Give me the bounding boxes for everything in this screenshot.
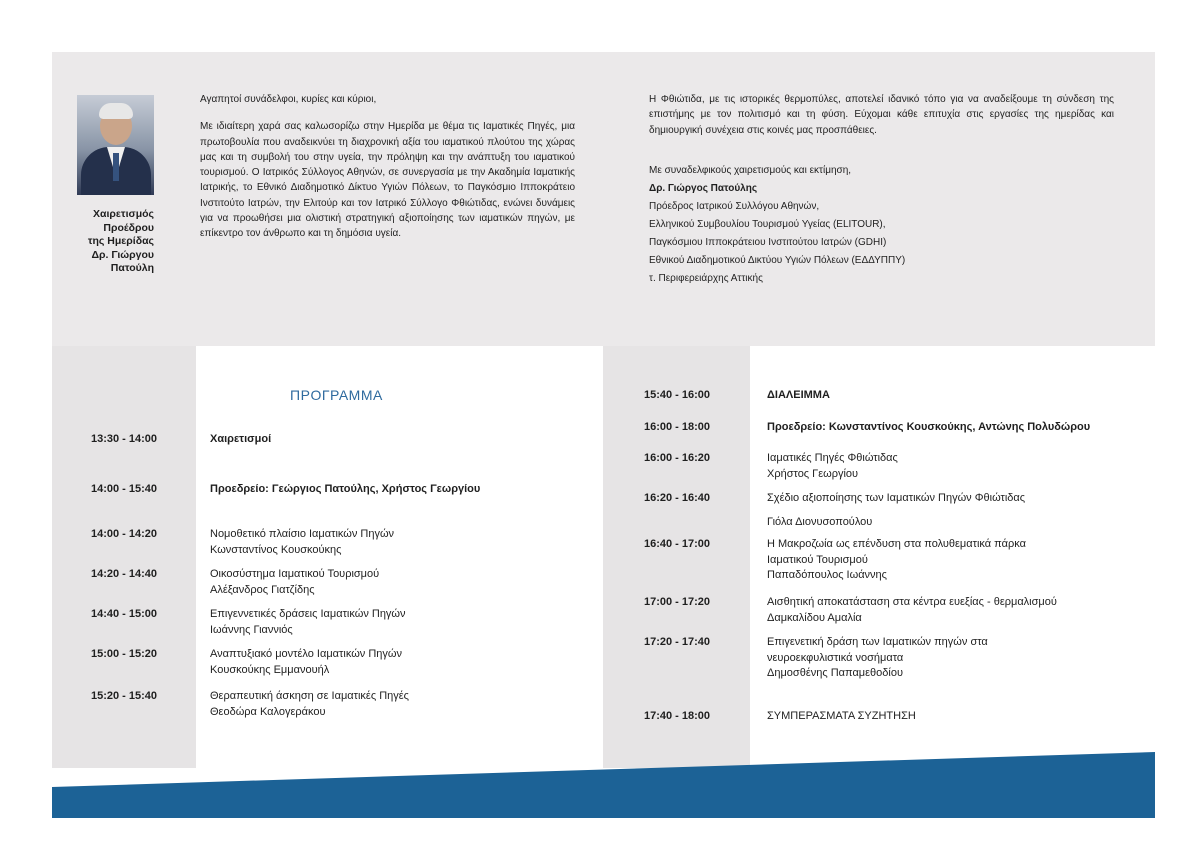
- program-description: [767, 635, 988, 682]
- program-time: 17:20 - 17:40: [643, 636, 711, 648]
- program-description-line: νευροεκφυλιστικά νοσήματα: [767, 651, 904, 664]
- brochure-page: [52, 52, 1155, 818]
- program-description: [210, 689, 409, 720]
- program-description-line: [767, 507, 1025, 515]
- letter-closing: Με συναδελφικούς χαιρετισμούς και εκτίμηση,: [649, 164, 852, 176]
- greeting-section: [52, 52, 1155, 346]
- letter-left-column: [200, 92, 575, 242]
- program-title: ΠΡΟΓΡΑΜΜΑ: [290, 387, 383, 403]
- program-time: 16:00 - 16:20: [643, 452, 711, 464]
- program-description-line: Προεδρείο: Γεώργιος Πατούλης, Χρήστος Γεωργίου: [210, 483, 481, 495]
- program-time: 15:40 - 16:00: [643, 389, 711, 401]
- portrait-caption: [80, 208, 154, 276]
- right-time-column: [603, 346, 750, 768]
- program-description-line: Χαιρετισμοί: [210, 433, 272, 445]
- letter-salutation: Αγαπητοί συνάδελφοι, κυρίες και κύριοι,: [200, 94, 377, 105]
- program-time: 17:00 - 17:20: [643, 596, 711, 608]
- signer-title: τ. Περιφερειάρχης Αττικής: [649, 272, 763, 284]
- program-description-line: Αισθητική αποκατάσταση στα κέντρα ευεξίας - θερμαλισμού: [767, 596, 1057, 608]
- program-description-line: Ιαματικού Τουρισμού: [767, 553, 868, 566]
- program-time: 14:00 - 15:40: [90, 483, 158, 495]
- program-description-line: ΣΥΜΠΕΡΑΣΜΑΤΑ ΣΥΖΗΤΗΣΗ: [767, 710, 916, 722]
- program-description: [210, 647, 402, 678]
- program-description: [767, 709, 916, 725]
- program-description: [210, 527, 394, 558]
- program-description: [767, 388, 830, 404]
- program-time: 14:00 - 14:20: [90, 528, 158, 540]
- caption-line: της Ημερίδας: [87, 235, 154, 247]
- program-description-line: Επιγεννετικές δράσεις Ιαματικών Πηγών: [210, 608, 406, 620]
- program-description-line: Παπαδόπουλος Ιωάννης: [767, 569, 887, 581]
- program-description: [210, 607, 406, 638]
- program-description-line: Χρήστος Γεωργίου: [767, 467, 859, 480]
- program-description-line: Δημοσθένης Παπαμεθοδίου: [767, 667, 903, 679]
- program-description: [210, 482, 480, 498]
- program-time: 14:40 - 15:00: [90, 608, 158, 620]
- program-description-line: Θεραπευτική άσκηση σε Ιαματικές Πηγές: [210, 690, 409, 702]
- program-description-line: Ιωάννης Γιαννιός: [210, 623, 293, 636]
- program-description-line: Κωνσταντίνος Κουσκούκης: [210, 543, 342, 556]
- program-description: [210, 432, 271, 448]
- program-description-line: Κουσκούκης Εμμανουήλ: [210, 663, 330, 676]
- program-description-line: Η Μακροζωία ως επένδυση στα πολυθεματικά πάρκα: [767, 538, 1026, 550]
- letter-paragraph-2: Η Φθιώτιδα, με τις ιστορικές θερμοπύλες, αποτελεί ιδανικό τόπο για να αναδείξουμε τη σύνδεση της επιστήμης με τον πολιτισμό και τη φύση. Εύχομαι κάθε επιτυχία στις εργασίες της ημερίδας και δημιουργική συνέχεια στις κοινές μας προσπάθειες.: [649, 94, 1114, 136]
- program-description: [767, 451, 898, 482]
- program-time: 16:40 - 17:00: [643, 538, 711, 550]
- program-description-line: Θεοδώρα Καλογεράκου: [210, 705, 326, 718]
- left-time-column: [52, 346, 196, 768]
- program-description: [210, 567, 379, 598]
- program-description-line: Νομοθετικό πλαίσιο Ιαματικών Πηγών: [210, 528, 395, 540]
- signer-title: Παγκόσμιου Ιπποκράτειου Ινστιτούτου Ιατρών (GDHI): [649, 236, 887, 248]
- program-description: [767, 491, 1025, 530]
- letter-paragraph-1: Με ιδιαίτερη χαρά σας καλωσορίζω στην Ημερίδα με θέμα τις Ιαματικές Πηγές, μια πρωτοβουλία που αναδεικνύει τη διαχρονική αξία του ιαματικού πλούτου της χώρας μας και τη συμβολή του στην υγεία, την πρόληψη και την ανάπτυξη του ιαματικού τουρισμού. Ο Ιατρικός Σύλλογος Αθηνών, σε συνεργασία με την Ακαδημία Ιαματικής Ιατρικής, το Εθνικό Διαδημοτικό Δίκτυο Υγιών Πόλεων, το Παγκόσμιο Ιπποκράτειο Ινστιτούτο Ιατρών, την Ελιτούρ και τον Ιατρικό Σύλλογο Φθιώτιδας, ενώνει δυνάμεις για να προωθήσει μια ολιστική στρατηγική αξιοποίησης των ιαματικών πηγών, με επίκεντρο τον άνθρωπο και τη δημόσια υγεία.: [200, 121, 575, 240]
- program-description-line: Δαμκαλίδου Αμαλία: [767, 611, 862, 624]
- program-description-line: Προεδρείο: Κωνσταντίνος Κουσκούκης, Αντώνης Πολυδώρου: [767, 421, 1091, 433]
- program-time: 15:20 - 15:40: [90, 690, 158, 702]
- program-description-line: Γιόλα Διονυσοπούλου: [767, 515, 873, 528]
- letter-right-column: [649, 92, 1114, 288]
- caption-line: Πατούλη: [110, 262, 154, 274]
- program-time: 16:20 - 16:40: [643, 492, 711, 504]
- program-description-line: Ιαματικές Πηγές Φθιώτιδας: [767, 452, 898, 464]
- program-description: [767, 595, 1057, 626]
- program-description-line: Σχέδιο αξιοποίησης των Ιαματικών Πηγών Φθιώτιδας: [767, 492, 1026, 504]
- program-description: [767, 537, 1026, 584]
- program-description-line: ΔΙΑΛΕΙΜΜΑ: [767, 389, 830, 401]
- program-description-line: Οικοσύστημα Ιαματικού Τουρισμού: [210, 568, 380, 580]
- signer-title: Πρόεδρος Ιατρικού Συλλόγου Αθηνών,: [649, 200, 820, 212]
- program-description-line: Αλέξανδρος Γιατζίδης: [210, 583, 315, 596]
- caption-line: Προέδρου: [103, 221, 154, 234]
- program-description: [767, 420, 1090, 436]
- program-description-line: Αναπτυξιακό μοντέλο Ιαματικών Πηγών: [210, 648, 402, 660]
- program-time: 14:20 - 14:40: [90, 568, 158, 580]
- program-description-line: Επιγενετική δράση των Ιαματικών πηγών στα: [767, 636, 988, 648]
- signer-title: Ελληνικού Συμβουλίου Τουρισμού Υγείας (ELITOUR),: [649, 218, 886, 230]
- caption-line: Χαιρετισμός: [93, 208, 154, 220]
- signer-name: Δρ. Γιώργος Πατούλης: [649, 182, 758, 194]
- signer-title: Εθνικού Διαδημοτικού Δικτύου Υγιών Πόλεων (ΕΔΔΥΠΠΥ): [649, 254, 906, 266]
- program-time: 17:40 - 18:00: [643, 710, 711, 722]
- caption-line: Δρ. Γιώργου: [91, 248, 154, 261]
- program-time: 13:30 - 14:00: [90, 433, 158, 445]
- president-portrait: [77, 95, 154, 195]
- letter-signoff: [649, 162, 1114, 288]
- program-time: 15:00 - 15:20: [90, 648, 158, 660]
- program-time: 16:00 - 18:00: [643, 421, 711, 433]
